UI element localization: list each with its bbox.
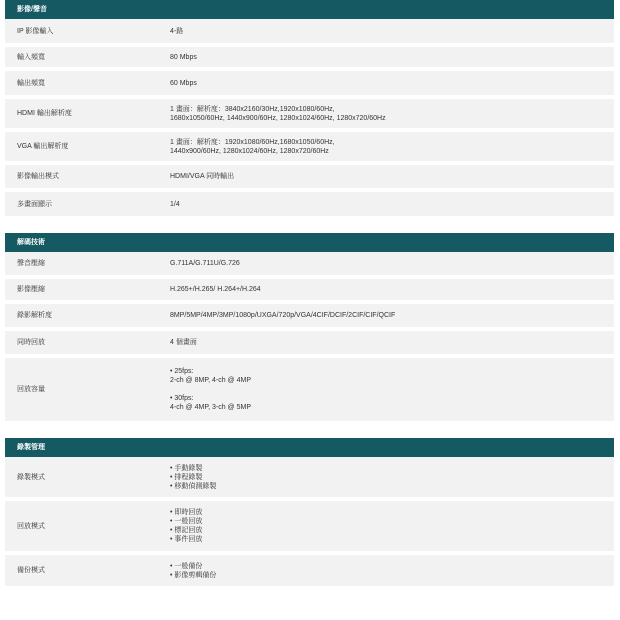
spec-value-line: 4-ch @ 4MP, 3-ch @ 5MP: [170, 404, 251, 411]
spec-value: [170, 138, 614, 156]
spec-value: [170, 27, 614, 36]
spec-label: 輸入頻寬: [17, 53, 45, 61]
spec-value: [170, 311, 614, 320]
spec-value: [170, 172, 614, 181]
spec-label: 輸出頻寬: [17, 79, 45, 87]
spec-value: [170, 285, 614, 294]
spec-label: 備份模式: [17, 567, 45, 574]
spec-row: [5, 165, 614, 192]
spec-value-line: 60 Mbps: [170, 79, 197, 87]
spec-label: VGA 輸出解析度: [17, 143, 69, 150]
spec-value-line: 2-ch @ 8MP, 4-ch @ 4MP: [170, 377, 251, 384]
spec-value: [170, 79, 614, 88]
spec-value-line: 1 畫面：解析度：1920x1080/60Hz,1680x1050/60Hz,: [170, 138, 335, 146]
spec-row: [5, 304, 614, 331]
spec-value-line: G.711A/G.711U/G.726: [170, 260, 240, 267]
spec-value-line: 8MP/5MP/4MP/3MP/1080p/UXGA/720p/VGA/4CIF/DCIF/2CIF/CIF/QCIF: [170, 312, 396, 319]
section-header: 解碼技術: [5, 233, 614, 252]
spec-value-line: • 排程錄製: [170, 473, 203, 481]
spec-value: [170, 367, 614, 412]
spec-value-line: HDMI/VGA 同時輸出: [170, 173, 235, 180]
spec-value-line: • 一般回放: [170, 518, 203, 525]
spec-value: [170, 338, 614, 347]
spec-value-line: • 標記回放: [170, 527, 203, 534]
spec-label: 錄製模式: [17, 473, 45, 481]
spec-value: [170, 53, 614, 62]
spec-label: 錄影解析度: [17, 312, 52, 319]
spec-value: [170, 562, 614, 580]
spec-value-line: 80 Mbps: [170, 53, 197, 61]
spec-value: [170, 200, 614, 209]
spec-value: [170, 105, 614, 123]
spec-value-line: 1680x1050/60Hz, 1440x900/60Hz, 1280x1024/60Hz, 1280x720/60Hz: [170, 114, 386, 122]
spec-value-line: 1440x900/60Hz, 1280x1024/60Hz, 1280x720/60Hz: [170, 147, 329, 155]
spec-row: [5, 47, 614, 71]
spec-value-line: • 即時回放: [170, 509, 203, 516]
spec-value: [170, 259, 614, 268]
spec-row: [5, 358, 614, 421]
spec-value: [170, 464, 614, 491]
section-header: 影像/聲音: [5, 0, 614, 19]
spec-value-line: • 25fps:: [170, 368, 194, 375]
spec-sections: [5, 0, 614, 586]
spec-row: [5, 252, 614, 279]
spec-row: [5, 331, 614, 358]
video-audio-section: [5, 0, 614, 216]
spec-row: [5, 71, 614, 99]
spec-label: 影像壓縮: [17, 286, 45, 293]
spec-row: [5, 279, 614, 304]
spec-label: 多畫面顯示: [17, 200, 52, 208]
spec-page: [5, 0, 614, 603]
spec-value-line: 4-路: [170, 27, 184, 35]
spec-value-line: • 事件回放: [170, 536, 203, 543]
spec-row: [5, 555, 614, 586]
spec-label: 回放容量: [17, 386, 45, 393]
spec-row: [5, 99, 614, 132]
spec-label: 影像輸出模式: [17, 173, 59, 180]
spec-value-line: • 移動偵測錄製: [170, 482, 217, 490]
spec-label: 聲音壓縮: [17, 260, 45, 267]
spec-value-line: 1 畫面：解析度：3840x2160/30Hz,1920x1080/60Hz,: [170, 105, 335, 113]
spec-value-line: • 手動錄製: [170, 464, 203, 472]
spec-value-line: • 30fps:: [170, 395, 194, 402]
spec-value-line: 4 個畫面: [170, 339, 197, 346]
spec-row: [5, 192, 614, 216]
spec-label: HDMI 輸出解析度: [17, 110, 72, 117]
section-header: 錄製管理: [5, 438, 614, 457]
spec-row: [5, 457, 614, 501]
spec-row: [5, 132, 614, 165]
spec-value-line: 1/4: [170, 200, 180, 208]
recording-section: [5, 438, 614, 586]
spec-value: [170, 508, 614, 544]
spec-label: 回放模式: [17, 522, 45, 530]
spec-value-line: • 影像剪輯備份: [170, 571, 217, 579]
spec-row: [5, 19, 614, 47]
spec-value-line: H.265+/H.265/ H.264+/H.264: [170, 286, 261, 293]
decoding-section: [5, 233, 614, 421]
spec-label: IP 影像輸入: [17, 27, 54, 35]
spec-value-line: • 一般備份: [170, 562, 203, 570]
spec-label: 同時回放: [17, 339, 45, 346]
spec-value-line: [170, 385, 606, 394]
spec-row: [5, 501, 614, 555]
